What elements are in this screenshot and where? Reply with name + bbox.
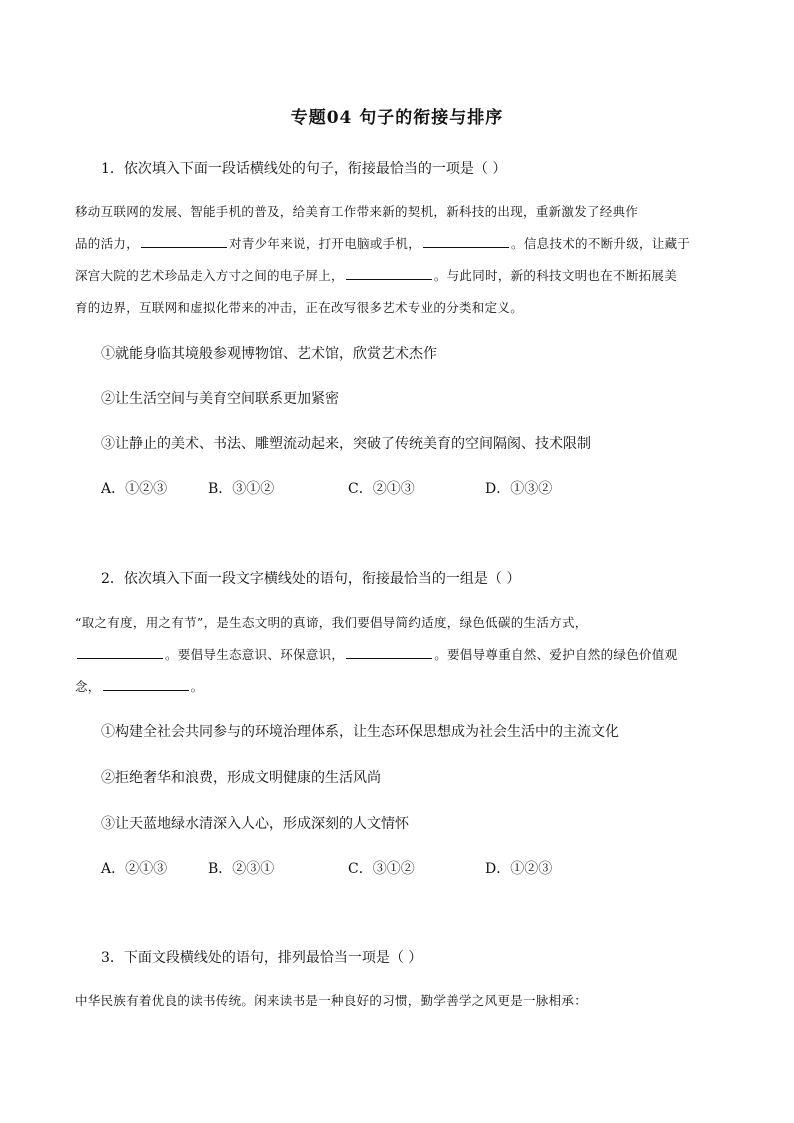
- passage-line: 。要倡导生态意识、环保意识， 。要倡导尊重自然、爱护自然的绿色价值观: [75, 639, 720, 671]
- question-3-passage: [75, 985, 720, 1017]
- choice-a: A．①②③: [101, 481, 168, 497]
- choice-c: C．②①③: [348, 481, 415, 497]
- question-2-option-2: ②拒绝奢华和浪费，形成文明健康的生活风尚: [101, 770, 381, 786]
- fill-blank: [141, 233, 227, 248]
- question-2-option-3: ③让天蓝地绿水清深入人心，形成深刻的人文情怀: [101, 816, 409, 832]
- fill-blank: [346, 265, 432, 280]
- question-3-stem: 3．下面文段横线处的语句，排列最恰当一项是（ ）: [101, 950, 423, 966]
- choice-d: D．①②③: [485, 861, 553, 877]
- fill-blank: [77, 644, 163, 659]
- choice-d: D．①③②: [485, 481, 553, 497]
- question-2-stem: 2．依次填入下面一段文字横线处的语句，衔接最恰当的一组是（ ）: [101, 571, 521, 587]
- passage-line: 念， 。: [75, 671, 720, 703]
- choice-b: B．②③①: [208, 861, 275, 877]
- question-1-option-1: ①就能身临其境般参观博物馆、艺术馆，欣赏艺术杰作: [101, 346, 437, 362]
- passage-line: “取之有度，用之有节”，是生态文明的真谛，我们要倡导简约适度，绿色低碳的生活方式，: [75, 615, 588, 630]
- fill-blank: [346, 644, 432, 659]
- choice-a: A．②①③: [101, 861, 168, 877]
- question-1-passage: [75, 196, 720, 324]
- choice-c: C．③①②: [348, 861, 415, 877]
- question-2-option-1: ①构建全社会共同参与的环境治理体系，让生态环保思想成为社会生活中的主流文化: [101, 724, 619, 740]
- passage-line: 深宫大院的艺术珍品走入方寸之间的电子屏上， 。与此同时，新的科技文明也在不断拓展美: [75, 260, 720, 292]
- passage-line: 育的边界，互联网和虚拟化带来的冲击，正在改写很多艺术专业的分类和定义。: [75, 300, 524, 315]
- fill-blank: [103, 676, 189, 691]
- question-1-option-2: ②让生活空间与美育空间联系更加紧密: [101, 391, 339, 407]
- page-title: 专题04 句子的衔接与排序: [290, 108, 504, 128]
- passage-line: 品的活力， 对青少年来说，打开电脑或手机， 。信息技术的不断升级，让藏于: [75, 228, 720, 260]
- passage-line: 移动互联网的发展、智能手机的普及，给美育工作带来新的契机，新科技的出现，重新激发了经典作: [75, 204, 639, 219]
- question-1-stem: 1．依次填入下面一段话横线处的句子，衔接最恰当的一项是（ ）: [101, 161, 507, 177]
- passage-line: 中华民族有着优良的读书传统。闲来读书是一种良好的习惯，勤学善学之风更是一脉相承：: [75, 993, 588, 1008]
- question-2-passage: [75, 607, 720, 703]
- fill-blank: [423, 233, 509, 248]
- choice-b: B．③①②: [208, 481, 275, 497]
- question-1-option-3: ③让静止的美术、书法、雕塑流动起来，突破了传统美育的空间隔阂、技术限制: [101, 436, 591, 452]
